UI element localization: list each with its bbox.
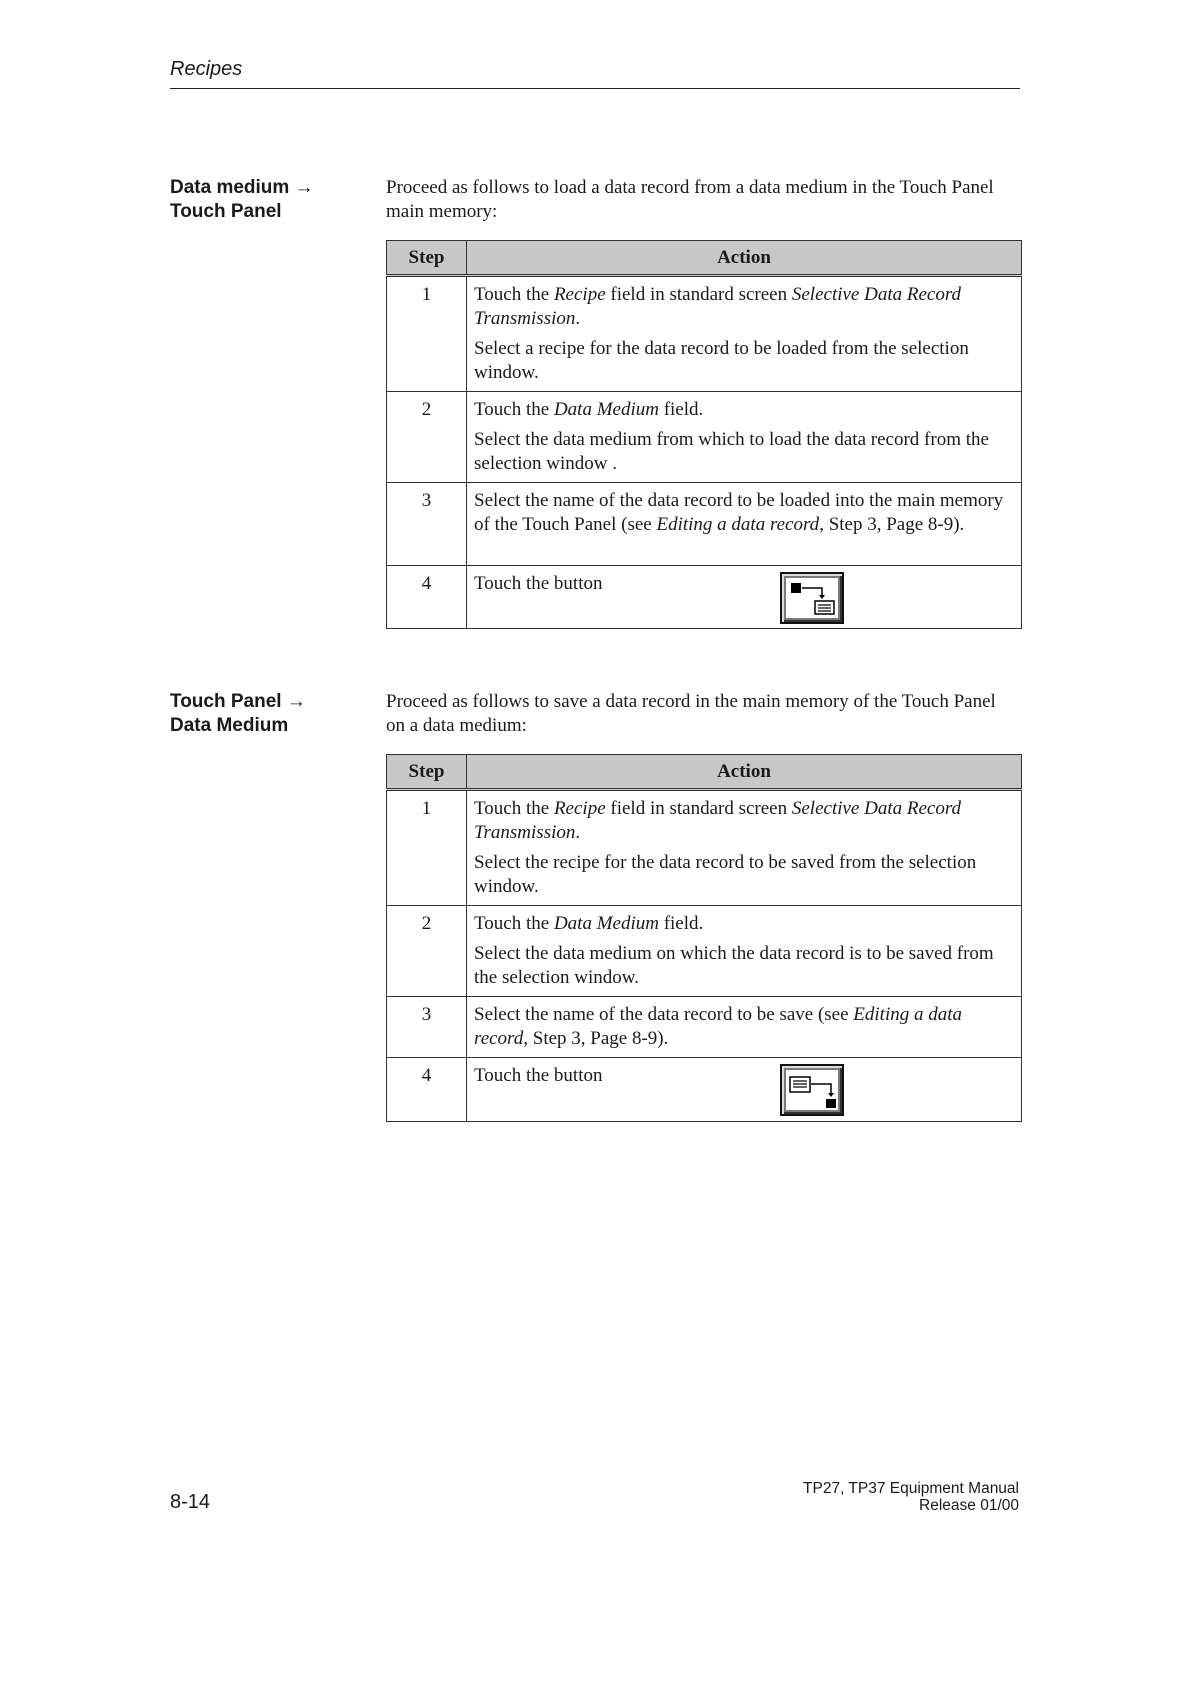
section1-heading xyxy=(170,176,370,224)
step-number: 4 xyxy=(387,1058,467,1122)
column-header-action: Action xyxy=(467,755,1022,790)
text-span: , Step 3, Page 8-9). xyxy=(819,514,965,535)
column-header-step: Step xyxy=(387,755,467,790)
button-instruction xyxy=(474,1064,1014,1114)
step-number: 2 xyxy=(387,392,467,483)
field-name: Recipe xyxy=(553,798,606,819)
step-number: 1 xyxy=(387,790,467,906)
text-span: Touch the xyxy=(474,913,554,934)
step-number: 4 xyxy=(387,566,467,629)
section1-heading-line2: Touch Panel xyxy=(170,201,282,222)
text-span: field. xyxy=(658,399,704,420)
field-name: Data Medium xyxy=(553,913,659,934)
text-span: field in standard screen xyxy=(605,798,792,819)
step-number: 1 xyxy=(387,276,467,392)
step-action xyxy=(467,790,1022,906)
section2-heading xyxy=(170,690,370,738)
step-action xyxy=(467,906,1022,997)
table-row xyxy=(387,1058,1022,1122)
step-action xyxy=(467,276,1022,392)
load-steps-table xyxy=(386,240,1022,629)
field-name: Recipe xyxy=(553,284,606,305)
text-span: field in standard screen xyxy=(605,284,792,305)
text-span: Select the name of the data record to be loaded into the main memory of the Touch Panel (see xyxy=(474,490,1004,535)
action-text: Touch the button xyxy=(474,1065,603,1086)
text-span: . xyxy=(575,308,581,329)
action-text xyxy=(474,283,1014,331)
action-text xyxy=(474,489,1014,537)
field-name: Data Medium xyxy=(553,399,659,420)
table-row xyxy=(387,566,1022,629)
step-number: 3 xyxy=(387,483,467,566)
section2-heading-line2: Data Medium xyxy=(170,715,289,736)
header-rule xyxy=(170,88,1020,89)
action-text xyxy=(474,1003,1014,1051)
section2-intro: Proceed as follows to save a data record in the main memory of the Touch Panel on a data medium: xyxy=(386,691,996,736)
action-text xyxy=(474,398,1014,422)
section1-heading-line1: Data medium → xyxy=(170,177,314,198)
text-span: Touch the xyxy=(474,399,554,420)
action-text: Select the data medium from which to load the data record from the selection window . xyxy=(474,429,989,474)
reference-title: Editing a data record xyxy=(656,514,820,535)
section1-intro: Proceed as follows to load a data record from a data medium in the Touch Panel main memory: xyxy=(386,177,994,222)
table-row xyxy=(387,790,1022,906)
text-span: Touch the xyxy=(474,798,554,819)
table-row xyxy=(387,906,1022,997)
step-action xyxy=(467,1058,1022,1122)
section2-heading-line1: Touch Panel → xyxy=(170,691,306,712)
action-text xyxy=(474,797,1014,845)
load-from-medium-icon[interactable] xyxy=(780,572,844,624)
action-text xyxy=(474,912,1014,936)
action-text: Touch the button xyxy=(474,573,603,594)
screen-name: Selective Data Record Transmission xyxy=(474,798,962,843)
manual-title: TP27, TP37 Equipment Manual xyxy=(803,1480,1019,1497)
action-text: Select the recipe for the data record to be saved from the selection window. xyxy=(474,852,977,897)
step-action xyxy=(467,997,1022,1058)
save-steps-table xyxy=(386,754,1022,1122)
table-row xyxy=(387,392,1022,483)
text-span: field. xyxy=(658,913,704,934)
button-instruction xyxy=(474,572,1014,622)
text-span: Select the name of the data record to be save (see xyxy=(474,1004,854,1025)
release-info: Release 01/00 xyxy=(919,1497,1019,1514)
step-number: 3 xyxy=(387,997,467,1058)
screen-name: Selective Data Record Transmission xyxy=(474,284,962,329)
action-text: Select the data medium on which the data record is to be saved from the selection window. xyxy=(474,943,994,988)
save-to-medium-icon[interactable] xyxy=(780,1064,844,1116)
column-header-step: Step xyxy=(387,241,467,276)
step-action xyxy=(467,392,1022,483)
step-action xyxy=(467,483,1022,566)
table-row xyxy=(387,483,1022,566)
page-number: 8-14 xyxy=(170,1491,211,1513)
table-row xyxy=(387,997,1022,1058)
text-span: . xyxy=(575,822,581,843)
footer-manual-info xyxy=(803,1480,1019,1514)
table-header-row xyxy=(387,755,1022,790)
step-action xyxy=(467,566,1022,629)
running-header: Recipes xyxy=(170,58,243,80)
table-row xyxy=(387,276,1022,392)
step-number: 2 xyxy=(387,906,467,997)
text-span: Touch the xyxy=(474,284,554,305)
column-header-action: Action xyxy=(467,241,1022,276)
reference-title: Editing a data record xyxy=(474,1004,963,1049)
table-header-row xyxy=(387,241,1022,276)
text-span: , Step 3, Page 8-9). xyxy=(523,1028,669,1049)
action-text: Select a recipe for the data record to be loaded from the selection window. xyxy=(474,338,969,383)
